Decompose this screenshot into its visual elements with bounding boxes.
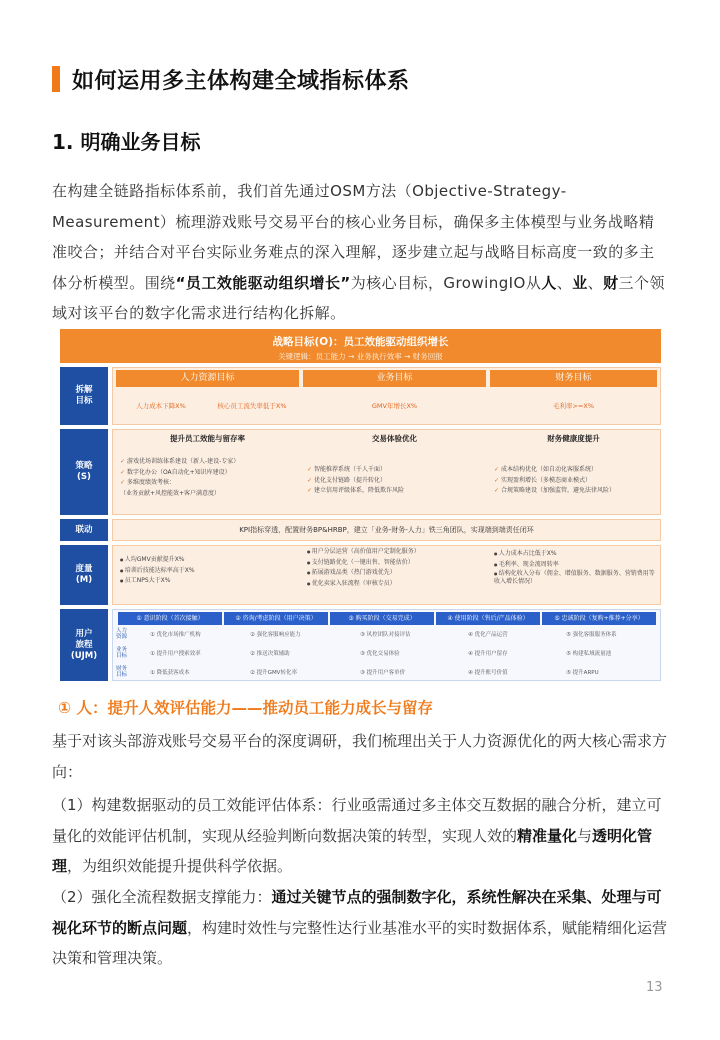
title-accent-bar	[52, 66, 60, 92]
journey-step: ① 意识阶段（首次接触）	[118, 612, 222, 625]
journey-row-label: 人力 资源	[116, 628, 128, 640]
label-strategy: 策略 (S)	[60, 429, 108, 515]
journey-step: ④ 使用阶段（售后/产品体验）	[436, 612, 540, 625]
list-item: ✓ 实现盈利增长（多模态商业模式）	[494, 476, 659, 487]
needs-paragraph: 基于对该头部游戏账号交易平台的深度调研，我们梳理出关于人力资源优化的两大核心需求方向：	[52, 732, 668, 781]
need-1-paragraph: （1）构建数据驱动的员工效能评估体系：行业亟需通过多主体交互数据的融合分析，建立可量化的效能评估机制，实现从经验判断向数据决策的转型，实现人效的精准量化与透明化管理，为组织效能提升提供科学依据。	[52, 796, 662, 875]
goal-cell: 核心员工流失率低于X%	[217, 401, 287, 410]
list-item: ● 支付链路优化（一键出售、智能估价）	[307, 558, 487, 569]
diagram-subtitle: 关键逻辑：员工能力 → 业务执行效率 → 财务回报	[278, 352, 443, 361]
measure-list-biz	[307, 547, 487, 589]
journey-step: ⑤ 忠诚阶段（复购+推荐+分享）	[542, 612, 656, 625]
diagram-header	[60, 329, 661, 363]
people-sub-heading: ① 人：提升人效评估能力——推动员工能力成长与留存	[58, 699, 434, 717]
journey-cell: ④ 提升账号价值	[468, 670, 508, 676]
goal-head-biz: 业务目标	[303, 370, 486, 387]
journey-cell: ② 提升GMV转化率	[250, 670, 297, 676]
list-item: ✓ 优化支付链路（提升转化）	[307, 476, 487, 487]
list-item: ✓ 建立信用评级体系，降低欺诈风险	[307, 486, 487, 497]
strategy-head: 财务健康度提升	[547, 434, 600, 443]
intro-paragraph: 在构建全链路指标体系前，我们首先通过OSM方法（Objective-Strategy-Measurement）梳理游戏账号交易平台的核心业务目标，确保多主体模型与业务战略精准咬合；并结合对平台实际业务难点的深入理解，逐步建立起与战略目标高度一致的多主体分析模型。围绕“员工效能驱动组织增长”为核心目标，GrowingIO从人、业、财三个领域对该平台的数字化需求进行结构化拆解。	[52, 182, 665, 322]
strategy-list-fin	[494, 465, 659, 497]
label-journey: 用户 旅程 (UJM)	[60, 609, 108, 681]
measure-list-fin	[494, 549, 659, 586]
goal-head-hr: 人力资源目标	[116, 370, 299, 387]
label-link: 联动	[60, 519, 108, 541]
section-title-text: 如何运用多主体构建全域指标体系	[72, 68, 410, 94]
list-item: ● 人力成本占比低于X%	[494, 549, 659, 560]
goal-head-fin: 财务目标	[490, 370, 657, 387]
list-item: ● 结构化收入分布（佣金、增值服务、数据服务、营销费用等收入增长情况）	[494, 570, 659, 586]
journey-row-label: 业务 目标	[116, 647, 128, 659]
list-item: ✓ 游戏优场训练体系建设（新人-建设-专家）	[120, 457, 300, 468]
journey-cell: ① 降低获客成本	[150, 670, 190, 676]
list-item: ✓ 数字化办公（OA自动化+知识库建设）	[120, 468, 300, 479]
journey-step: ② 咨询/考虑阶段（用户决策）	[224, 612, 328, 625]
section-title	[52, 66, 410, 92]
journey-cell: ③ 风控团队对接评估	[360, 632, 411, 638]
diagram-title: 战略目标(O)：员工效能驱动组织增长	[272, 336, 449, 348]
journey-cell: ③ 提升用户客单价	[360, 670, 406, 676]
label-measure: 度量 (M)	[60, 545, 108, 605]
list-item: ● 培训后技能达标率高于X%	[120, 566, 300, 577]
list-item: ● 优化卖家入驻流程（审核专员）	[307, 579, 487, 590]
measure-list-hr	[120, 555, 300, 587]
journey-cell: ⑤ 构建私域流量池	[566, 651, 612, 657]
journey-cell: ② 强化客服响应能力	[250, 632, 301, 638]
strategy-head: 提升员工效能与留存率	[170, 434, 245, 443]
strategy-head: 交易体验优化	[372, 434, 417, 443]
goal-cell: 毛利率>=X%	[552, 401, 595, 410]
list-item: ● 员工NPS大于X%	[120, 576, 300, 587]
list-item: ● 拓展游戏品类（热门游戏优先）	[307, 568, 487, 579]
journey-step: ③ 购买阶段（交易完成）	[330, 612, 434, 625]
list-item: ● 人均GMV贡献提升X%	[120, 555, 300, 566]
label-decompose: 拆解 目标	[60, 367, 108, 425]
journey-cell: ③ 优化交易体验	[360, 651, 400, 657]
journey-cell: ⑤ 强化客服服务体系	[566, 632, 617, 638]
list-item: ● 毛利率、现金流周转率	[494, 560, 659, 571]
sub-title: 1. 明确业务目标	[52, 130, 201, 154]
list-item: ✓ 智能推荐系统（千人千面）	[307, 465, 487, 476]
link-row: KPI指标穿透，配置财务BP&HRBP，建立「业务-财务-人力」铁三角团队，实现端到端责任闭环	[112, 519, 661, 541]
journey-cell: ⑤ 提升ARPU	[566, 670, 599, 676]
journey-cell: ④ 优化产品运营	[468, 632, 508, 638]
need-2-paragraph: （2）强化全流程数据支撑能力：通过关键节点的强制数字化，系统性解决在采集、处理与可视化环节的断点问题，构建时效性与完整性达行业基准水平的实时数据体系，赋能精细化运营决策和管理决策。	[52, 888, 668, 967]
goal-cell: GMV年增长X%	[371, 401, 418, 410]
strategy-list-hr	[120, 457, 300, 499]
list-item: ✓ 合规策略建设（加强监管，避免法律风险）	[494, 486, 659, 497]
list-item: ✓ 多维度绩效考核：	[120, 478, 300, 489]
strategy-list-biz	[307, 465, 487, 497]
journey-row-label: 财务 目标	[116, 666, 128, 678]
list-item: ✓ 成本结构优化（如自动化客服系统）	[494, 465, 659, 476]
journey-cell: ① 提升用户搜索效率	[150, 651, 201, 657]
osm-diagram	[60, 329, 661, 683]
page-number: 13	[646, 980, 663, 995]
journey-cell: ④ 提升用户留存	[468, 651, 508, 657]
list-item: ● 用户分层运营（高价值用户定制化服务）	[307, 547, 487, 558]
journey-cell: ② 推送决策辅助	[250, 651, 290, 657]
goal-cell: 人力成本下降X%	[136, 401, 186, 410]
list-item: （业务贡献+风控能效+客户满意度）	[120, 489, 221, 497]
journey-cell: ① 优化市场推广机构	[150, 632, 201, 638]
